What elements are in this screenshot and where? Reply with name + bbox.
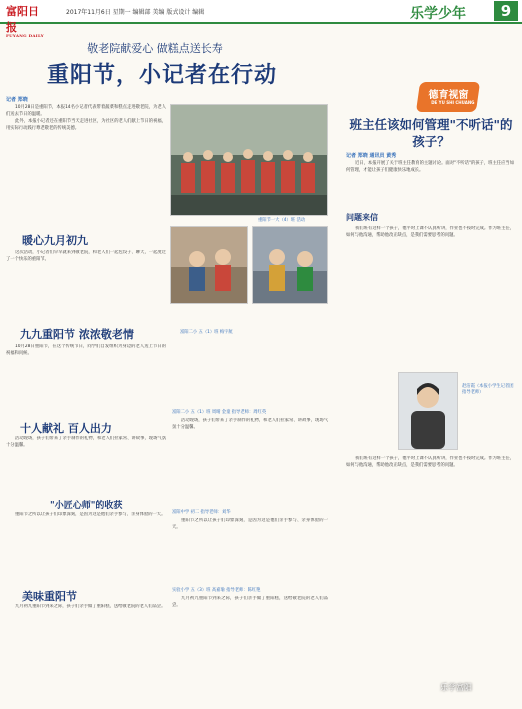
column-badge <box>416 82 480 112</box>
article-intro <box>6 104 166 132</box>
group-photo <box>170 104 328 216</box>
right-byline: 记者 郑晓 通讯员 黄秀 <box>346 153 397 159</box>
article-byline: 记者 郑晓 <box>6 97 28 103</box>
section-paragraph: 九月初九重阳节到来之际，孩子们亲手做了重阳糕，送给敬老院的老人们品尝。 <box>172 596 328 608</box>
author-portrait <box>398 372 458 450</box>
section-body <box>6 250 166 314</box>
section-body <box>6 512 166 578</box>
watermark: 乐学富阳 <box>440 683 472 692</box>
section-paragraph: 这次活动，小记者们早早就来到敬老院，和老人们一起包饺子、聊天，一起度过了一个快乐的重阳节。 <box>6 250 166 262</box>
badge-text: 德育视窗 <box>428 90 469 101</box>
right-paragraph: 我们班有这样一个孩子，他平时上课不认真听讲，作业也不按时完成。作为班主任，如何与他沟通，帮助他改正缺点，是我们需要思考的问题。 <box>346 456 514 468</box>
section-body <box>172 418 328 504</box>
intro-paragraph: 此外，本报小记者还在重阳节当天走进社区，为社区的老人们献上节日的祝福，用实际行动践行尊老敬老的传统美德。 <box>6 119 166 131</box>
section-heading: 暖心九月初九 <box>22 234 88 247</box>
section-paragraph: 重阳节之所以让孩子们印象深刻，是因为这是他们亲手参与、亲身体验的一天。 <box>172 518 328 530</box>
right-body <box>346 456 514 676</box>
right-body <box>346 226 514 366</box>
article-kicker: 敬老院献爱心 做糕点送长寿 <box>87 42 223 55</box>
photo-caption: 富阳中学 初二 指导老师：刘华 <box>172 510 231 515</box>
section-paragraph: 重阳节之所以让孩子们印象深刻，是因为这是他们亲手参与、亲身体验的一天。 <box>15 512 166 517</box>
section-title: 乐学少年 <box>410 6 466 22</box>
page-number: 9 <box>494 1 518 21</box>
section-body <box>6 436 166 492</box>
photo-caption: 富阳二小 五（1）班 周晴 金童 指导老师：周红英 <box>172 410 267 415</box>
activity-photo <box>170 226 248 304</box>
badge-subtext: DE YU SHI CHUANG <box>431 100 475 105</box>
right-paragraph: 我们班有这样一个孩子，他平时上课不认真听讲，作业也不按时完成。作为班主任，如何与他沟通，帮助他改正缺点，是我们需要思考的问题。 <box>346 226 514 238</box>
right-intro-paragraph: 近日，本报开展了关于班主任教育的主题讨论。面对"不听话"的孩子，班主任应当如何管理，才能让孩子们健康快乐地成长。 <box>346 161 514 173</box>
section-body <box>172 596 328 704</box>
portrait-caption: 赵洁霞（本报小学生记者团 指导老师） <box>462 384 514 395</box>
article-headline: 重阳节，小记者在行动 <box>46 62 277 88</box>
right-intro <box>346 160 514 174</box>
section-body <box>6 344 166 404</box>
activity-photo <box>252 226 328 304</box>
section-heading: 九九重阳节 浓浓敬老情 <box>20 328 134 341</box>
section-body <box>6 604 166 704</box>
section-heading: 美味重阳节 <box>22 590 77 603</box>
section-paragraph: 活动现场，孩子们带来了亲手制作的礼物，和老人们拉家常、讲故事，现场气氛十分温馨。 <box>172 418 328 430</box>
section-paragraph: 活动现场，孩子们带来了亲手制作的礼物，和老人们拉家常、讲故事，现场气氛十分温馨。 <box>6 436 166 448</box>
intro-paragraph: 10月28日是重阳节，本报14名小记者代表带着蔬菜和糕点走进敬老院，为老人们送去节日的温暖。 <box>6 105 166 117</box>
section-paragraph: 10月28日重阳节，在这个传统节日，同学们自发组织为身边的老人送上节日的祝福和问候。 <box>6 344 166 356</box>
section-body <box>172 518 328 574</box>
section-heading: "小匠心师"的收获 <box>50 501 123 511</box>
photo-caption: 重阳节一大（4）班 活动 <box>258 218 306 223</box>
section-paragraph: 九月初九重阳节到来之际，孩子们亲手做了重阳糕，送给敬老院的老人们品尝。 <box>15 604 166 609</box>
right-headline: 班主任该如何管理"不听话"的孩子？ <box>349 117 513 149</box>
section-heading: 十人献礼 百人出力 <box>20 422 112 435</box>
masthead-text: 富阳日报 <box>6 5 39 34</box>
right-subhead: 问题来信 <box>346 212 378 222</box>
dateline: 2017年11月6日 星期一 编辑部 美编 版式设计 编辑 <box>66 9 205 16</box>
page-header <box>0 0 522 38</box>
masthead-logo <box>6 3 46 38</box>
masthead-sub: FUYANG DAILY <box>6 33 44 38</box>
photo-caption: 富阳二小 五（1）班 梅宇航 <box>180 330 233 335</box>
photo-caption: 实验小学 五（3）班 高嘉瑜 指导老师：陈红艳 <box>172 588 261 593</box>
